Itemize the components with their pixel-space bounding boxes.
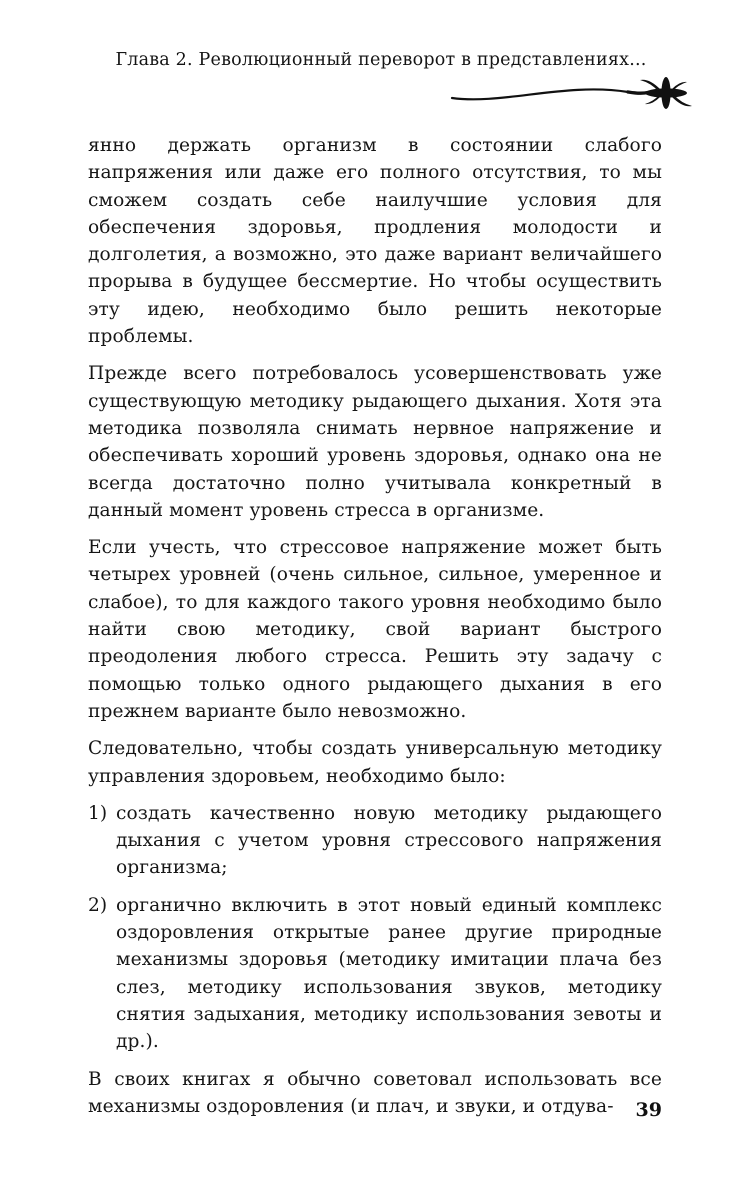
fleuron-flourish-icon [450,70,702,118]
page-number: 39 [635,1099,662,1121]
list-text: органично включить в этот новый единый комплекс оздоровления открытые ранее другие природные механизмы здоровья (методику имитации плача без слез, методику использования звуков, методику снятия задыхания, методику использования зевоты и др.). [116,894,662,1053]
page-body [88,132,662,1130]
paragraph: В своих книгах я обычно советовал использовать все механизмы оздоровления (и плач, и звуки, и отдува- [88,1068,662,1117]
paragraph: янно держать организм в состоянии слабого напряжения или даже его полного отсутствия, то мы сможем создать себе наилучшие условия для обеспечения здоровья, продления молодости и долголетия, а возможно, это даже вариант величайшего прорыва в будущее бессмертие. Но чтобы осуществить эту идею, необходимо было решить некоторые проблемы. [88,135,662,348]
list-item [88,800,662,882]
list-marker: 1) [88,802,108,824]
list-marker: 2) [88,894,108,916]
list-text: создать качественно новую методику рыдающего дыхания с учетом уровня стрессового напряжения организма; [116,802,662,879]
paragraph: Если учесть, что стрессовое напряжение может быть четырех уровней (очень сильное, сильное, умеренное и слабое), то для каждого такого уровня необходимо было найти свою методику, свой вариант быстрого преодоления любого стресса. Решить эту задачу с помощью только одного рыдающего дыхания в его прежнем варианте было невозможно. [88,537,662,722]
list-item [88,892,662,1056]
paragraph: Следовательно, чтобы создать универсальную методику управления здоровьем, необходимо было: [88,738,662,787]
flourish-ornament [450,70,702,118]
paragraph: Прежде всего потребовалось усовершенствовать уже существующую методику рыдающего дыхания. Хотя эта методика позволяла снимать нервное напряжение и обеспечивать хороший уровень здоровья, однако она не всегда достаточно полно учитывала конкретный в данный момент уровень стресса в организме. [88,363,662,521]
running-head: Глава 2. Революционный переворот в представлениях... [115,50,647,70]
